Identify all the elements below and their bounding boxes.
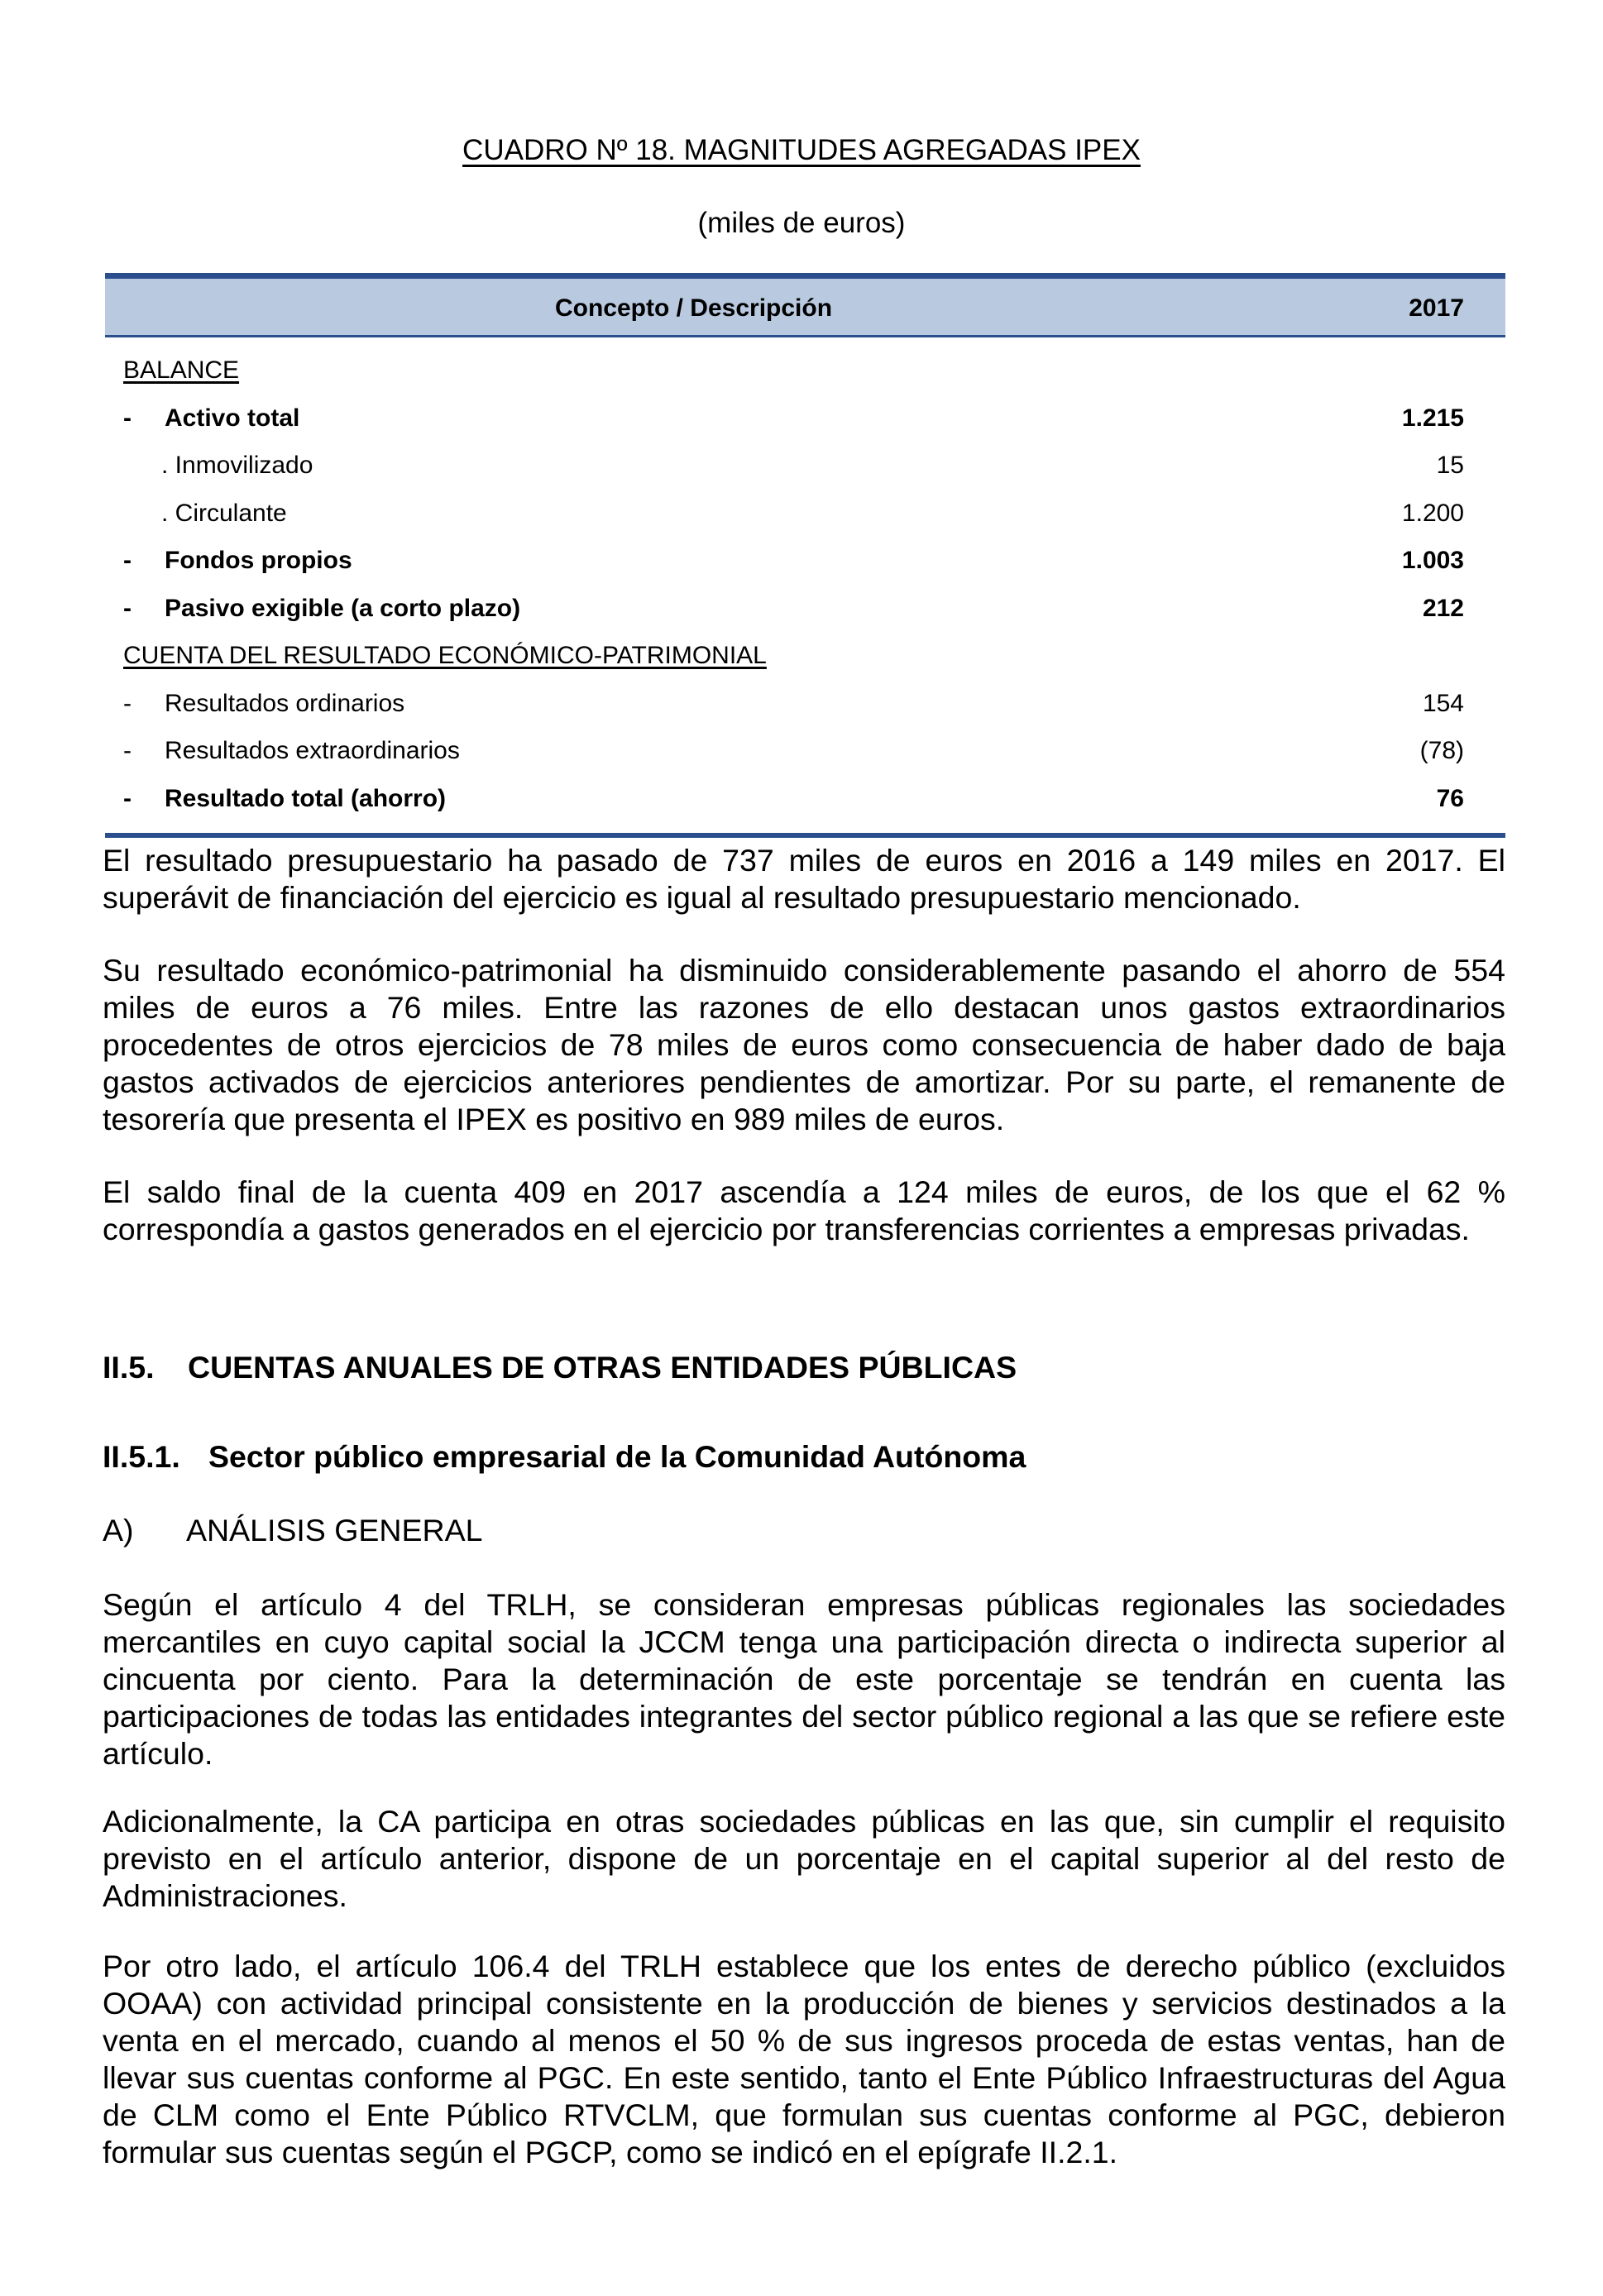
subsection-heading: [103, 1439, 1026, 1475]
subsection-number: II.5.1.: [103, 1439, 180, 1474]
subsection-title: Sector público empresarial de la Comunidad Autónoma: [208, 1439, 1026, 1474]
table-title: CUADRO Nº 18. MAGNITUDES AGREGADAS IPEX: [462, 134, 1141, 166]
subheading-analisis: [103, 1513, 482, 1548]
row-dash: -: [123, 594, 132, 622]
row-label: . Inmovilizado: [161, 452, 313, 479]
table-row-balance: [105, 346, 1505, 394]
row-label: Fondos propios: [165, 547, 352, 574]
section-number: II.5.: [103, 1350, 155, 1385]
table-row-pasivo-exigible: [105, 584, 1505, 632]
row-value: 154: [1422, 689, 1464, 717]
table-row-resultados-ordinarios: [105, 679, 1505, 727]
row-dash: -: [123, 737, 132, 764]
paragraph-articulo-4: Según el artículo 4 del TRLH, se consideran empresas públicas regionales las sociedades mercantiles en cuyo capital social la JCCM tenga una participación directa o indirecta superior al cincuenta por ciento. Para la determinación de este porcentaje se tendrán en cuenta las participaciones de todas las entidades integrantes del sector público regional a las que se refiere este artículo.: [103, 1587, 1505, 1771]
row-label: Resultados extraordinarios: [165, 737, 460, 764]
row-label: Resultado total (ahorro): [165, 784, 447, 812]
table-row-resultado-total: [105, 774, 1505, 822]
table-row-inmovilizado: [105, 441, 1505, 489]
row-dash: -: [123, 689, 132, 717]
row-label: CUENTA DEL RESULTADO ECONÓMICO-PATRIMONIAL: [123, 642, 767, 669]
row-label: BALANCE: [123, 356, 240, 384]
section-heading: [103, 1350, 1017, 1385]
paragraph-resultado-presupuestario: El resultado presupuestario ha pasado de 737 miles de euros en 2016 a 149 miles en 2017. El superávit de financiación del ejercicio es igual al resultado presupuestario mencionado.: [103, 843, 1505, 915]
row-value: 1.215: [1401, 404, 1464, 432]
row-value: 1.003: [1401, 547, 1464, 574]
data-table: [105, 273, 1505, 838]
row-value: 15: [1436, 452, 1464, 479]
row-dash: -: [123, 784, 132, 812]
subheading-title: ANÁLISIS GENERAL: [186, 1513, 483, 1547]
section-title: CUENTAS ANUALES DE OTRAS ENTIDADES PÚBLICAS: [188, 1350, 1017, 1385]
header-concept: Concepto / Descripción: [554, 294, 833, 322]
table-bottom-rule: [105, 833, 1505, 838]
row-value: 76: [1436, 784, 1464, 812]
row-value: 212: [1422, 594, 1464, 622]
paragraph-resultado-economico: Su resultado económico-patrimonial ha disminuido considerablemente pasando el ahorro de 554 miles de euros a 76 miles. Entre las razones de ello destacan unos gastos extraordinarios procedentes de otros ejercicios de 78 miles de euros como consecuencia de haber dado de baja gastos activados de ejercicios anteriores pendientes de amortizar. Por su parte, el remanente de tesorería que presenta el IPEX es positivo en 989 miles de euros.: [103, 953, 1505, 1136]
table-row-cuenta-resultado: [105, 631, 1505, 679]
row-dash: -: [123, 404, 132, 432]
row-value: 1.200: [1401, 499, 1464, 527]
table-row-resultados-extraordinarios: [105, 726, 1505, 774]
table-body: [105, 346, 1505, 821]
row-dash: -: [123, 547, 132, 574]
table-row-circulante: [105, 489, 1505, 537]
table-unit: (miles de euros): [697, 207, 906, 239]
subheading-letter: A): [103, 1513, 134, 1547]
paragraph-cuenta-409: El saldo final de la cuenta 409 en 2017 ascendía a 124 miles de euros, de los que el 62 % correspondía a gastos generados en el ejercicio por transferencias corrientes a empresas privadas.: [103, 1174, 1505, 1246]
paragraph-adicionalmente: Adicionalmente, la CA participa en otras sociedades públicas en las que, sin cumplir el requisito previsto en el artículo anterior, dispone de un porcentaje en el capital superior al del resto de Administraciones.: [103, 1804, 1505, 1913]
table-row-activo-total: [105, 394, 1505, 442]
paragraph-articulo-106: Por otro lado, el artículo 106.4 del TRLH establece que los entes de derecho público (excluidos OOAA) con actividad principal consistente en la producción de bienes y servicios destinados a la venta en el mercado, cuando al menos el 50 % de sus ingresos proceda de estas ventas, han de llevar sus cuentas conforme al PGC. En este sentido, tanto el Ente Público Infraestructuras del Agua de CLM como el Ente Público RTVCLM, que formulan sus cuentas conforme al PGC, debieron formular sus cuentas según el PGCP, como se indicó en el epígrafe II.2.1.: [103, 1949, 1505, 2169]
row-label: Pasivo exigible (a corto plazo): [165, 594, 521, 622]
row-label: Resultados ordinarios: [165, 689, 405, 717]
table-header: [105, 273, 1505, 337]
row-value: (78): [1419, 737, 1464, 764]
header-year: 2017: [1409, 294, 1464, 322]
row-label: . Circulante: [161, 499, 287, 527]
table-row-fondos-propios: [105, 536, 1505, 584]
row-label: Activo total: [165, 404, 300, 432]
